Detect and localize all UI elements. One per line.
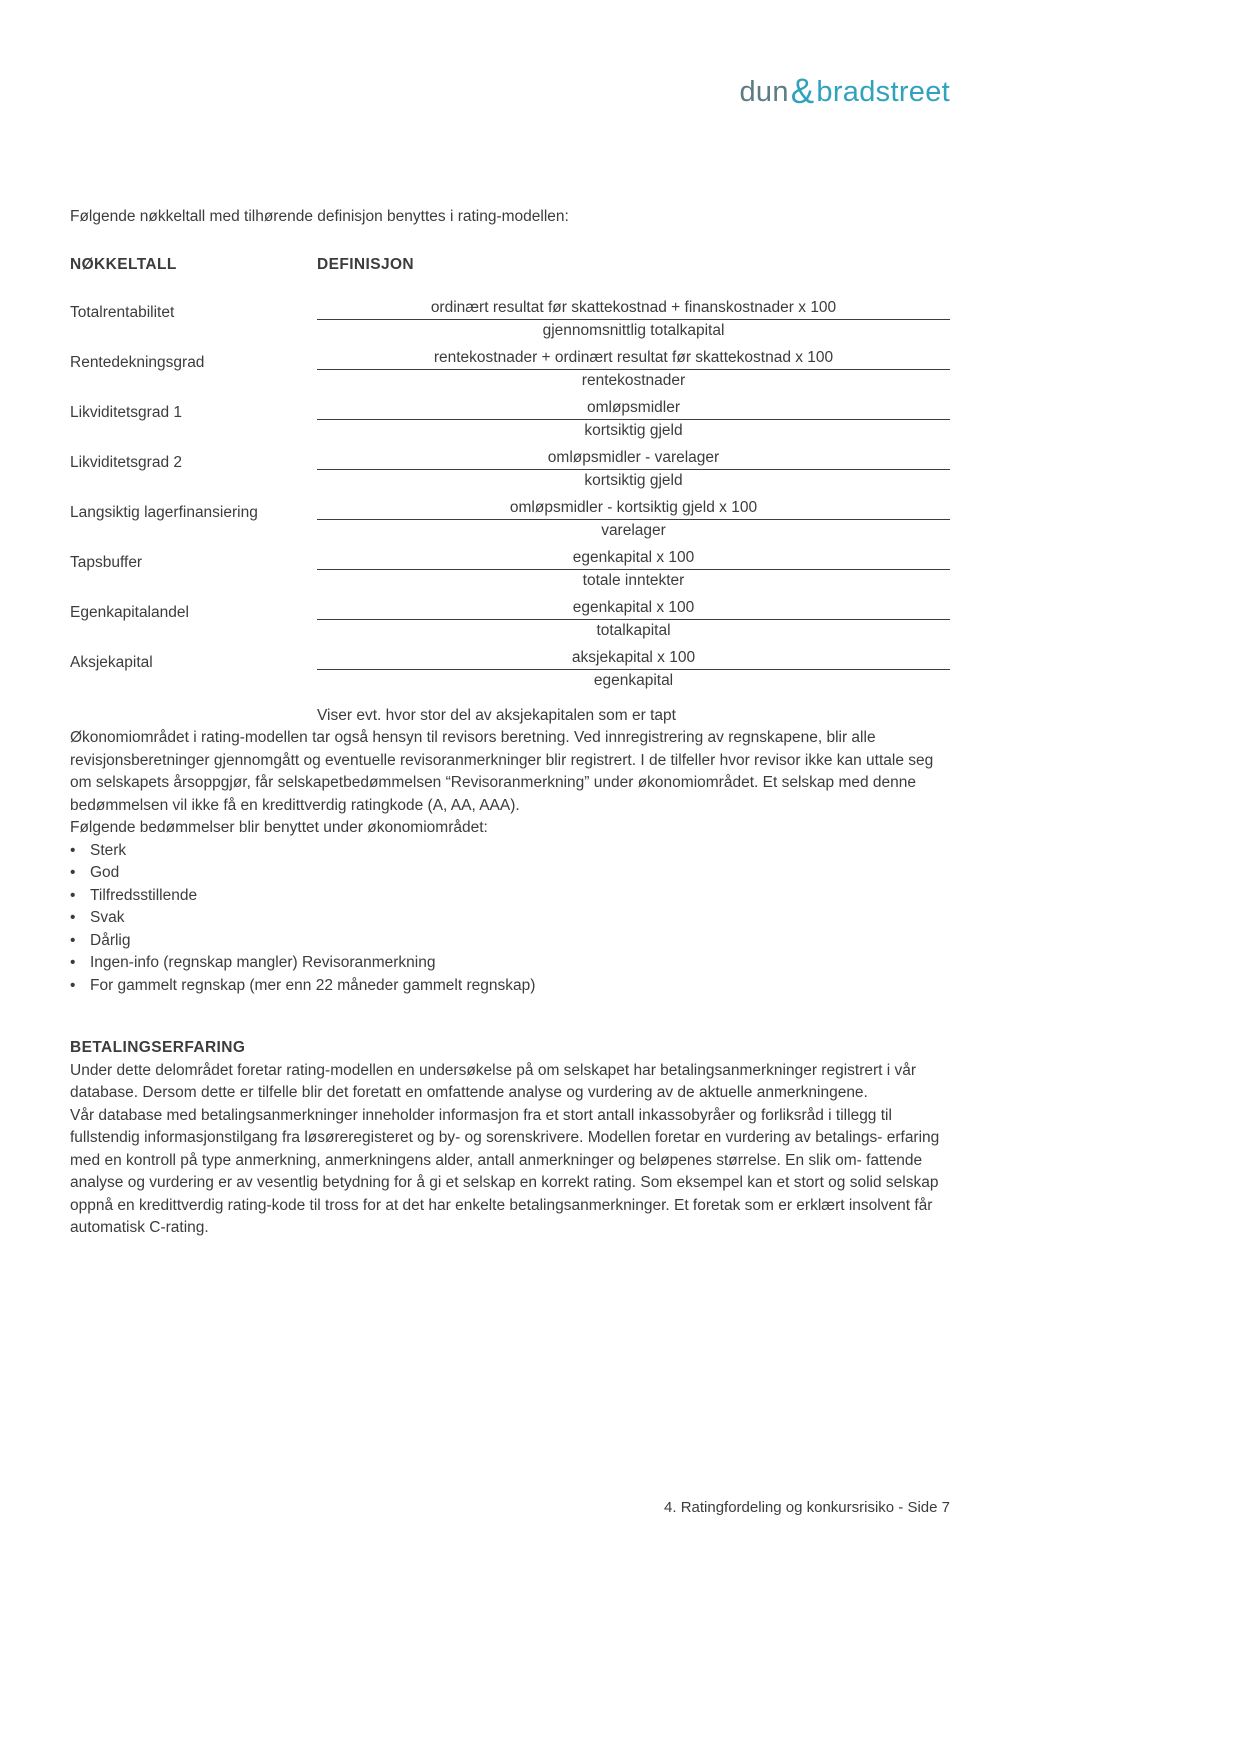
fraction-numerator: egenkapital x 100 <box>317 548 950 570</box>
fraction-denominator: totalkapital <box>596 622 671 639</box>
logo-text-dun: dun <box>739 76 789 108</box>
section-heading-betalingserfaring: BETALINGSERFARING <box>70 1039 246 1056</box>
list-item <box>70 975 950 998</box>
fraction-denominator: totale inntekter <box>582 572 685 589</box>
fraction-denominator: egenkapital <box>593 672 674 689</box>
table-row <box>70 598 950 641</box>
kpi-term: Tapsbuffer <box>70 554 143 571</box>
kpi-fraction <box>317 398 950 441</box>
kpi-term: Aksjekapital <box>70 654 153 671</box>
list-item <box>70 930 950 953</box>
fraction-numerator: rentekostnader + ordinært resultat før skattekostnad x 100 <box>317 348 950 370</box>
bullet-icon: • <box>70 841 76 859</box>
bullet-list-intro: Følgende bedømmelser blir benyttet under økonomiområdet: <box>70 819 488 836</box>
bullet-icon: • <box>70 976 76 994</box>
list-item-label: Ingen-info (regnskap mangler) Revisoranmerkning <box>90 954 436 971</box>
list-item-label: Tilfredsstillende <box>90 886 198 904</box>
kpi-table-header <box>70 256 950 274</box>
fraction-denominator: kortsiktig gjeld <box>584 472 683 489</box>
aksjekapital-note: Viser evt. hvor stor del av aksjekapitalen som er tapt <box>317 707 676 724</box>
list-item-label: Dårlig <box>90 931 131 949</box>
list-item <box>70 840 950 863</box>
table-row <box>70 498 950 541</box>
table-note-spacer <box>70 705 317 727</box>
kpi-fraction <box>317 298 950 341</box>
kpi-term: Langsiktig lagerfinansiering <box>70 504 258 521</box>
paragraph-okonomiomradet: Økonomiområdet i rating-modellen tar også hensyn til revisors beretning. Ved innregistrering av regnskapene, blir alle revisjonsberetninger gjennomgått og eventuelle revisoranmerkninger blir registrert. I de tilfeller hvor revisor ikke kan uttale seg om selskapets årsoppgjør, får selskapetbedømmelsen “Revisoranmerkning” under økonomiområdet. Et selskap med denne bedømmelsen vil ikke få en kredittverdig ratingkode (A, AA, AAA). <box>70 729 934 814</box>
fraction-numerator: omløpsmidler - kortsiktig gjeld x 100 <box>317 498 950 520</box>
list-item <box>70 952 950 975</box>
page-footer: 4. Ratingfordeling og konkursrisiko - Side 7 <box>664 1499 950 1516</box>
list-item-label: For gammelt regnskap (mer enn 22 måneder gammelt regnskap) <box>90 976 536 994</box>
fraction-numerator: omløpsmidler - varelager <box>317 448 950 470</box>
column-header-definisjon: DEFINISJON <box>317 256 415 273</box>
fraction-denominator: gjennomsnittlig totalkapital <box>542 322 725 339</box>
kpi-fraction <box>317 348 950 391</box>
kpi-table <box>70 256 950 727</box>
logo-ampersand-icon: & <box>790 72 815 111</box>
list-item-label: Sterk <box>90 841 127 859</box>
kpi-fraction <box>317 648 950 691</box>
page-content <box>70 206 950 1240</box>
paragraph-betalingserfaring-2: Vår database med betalingsanmerkninger inneholder informasjon fra et stort antall inkassobyråer og forliksråd i tillegg til fullstendig informasjonstilgang fra løsøreregisteret og by- og sorenskrivere. Modellen foretar en vurdering av betalings- erfaring med en kontroll på type anmerkning, anmerkningens alder, antall anmerkninger og beløpenes størrelse. En slik om- fattende analyse og vurdering er av vesentlig betydning for å gi et selskap en korrekt rating. Som eksempel kan et stort og solid selskap oppnå en kredittverdig rating-kode til tross for at det har enkelte betalingsanmerkninger. Et foretak som er erklært insolvent får automatisk C-rating. <box>70 1106 940 1236</box>
dun-bradstreet-logo <box>739 70 950 110</box>
logo-text-bradstreet: bradstreet <box>816 76 950 108</box>
kpi-term: Rentedekningsgrad <box>70 354 205 371</box>
bedommelser-bullet-list <box>70 840 950 998</box>
table-row <box>70 648 950 691</box>
kpi-fraction <box>317 548 950 591</box>
table-row <box>70 398 950 441</box>
bullet-icon: • <box>70 954 76 971</box>
bullet-icon: • <box>70 864 76 881</box>
kpi-term: Likviditetsgrad 2 <box>70 454 183 471</box>
table-row <box>70 548 950 591</box>
intro-text: Følgende nøkkeltall med tilhørende definisjon benyttes i rating-modellen: <box>70 208 569 225</box>
kpi-term: Likviditetsgrad 1 <box>70 404 183 421</box>
kpi-term: Totalrentabilitet <box>70 304 175 321</box>
fraction-numerator: aksjekapital x 100 <box>317 648 950 670</box>
kpi-fraction <box>317 598 950 641</box>
bullet-icon: • <box>70 909 76 926</box>
list-item-label: Svak <box>90 909 125 926</box>
fraction-numerator: omløpsmidler <box>317 398 950 420</box>
kpi-fraction <box>317 448 950 491</box>
table-row <box>70 298 950 341</box>
column-header-nokkeltall: NØKKELTALL <box>70 256 177 273</box>
fraction-denominator: rentekostnader <box>581 372 686 389</box>
fraction-numerator: ordinært resultat før skattekostnad + finanskostnader x 100 <box>317 298 950 320</box>
fraction-denominator: kortsiktig gjeld <box>584 422 683 439</box>
paragraph-betalingserfaring-1: Under dette delområdet foretar rating-modellen en undersøkelse på om selskapet har betalingsanmerkninger registrert i vår database. Dersom dette er tilfelle blir det foretatt en omfattende analyse og vurdering av de aktuelle anmerkningene. <box>70 1061 917 1101</box>
bullet-icon: • <box>70 886 76 904</box>
kpi-fraction <box>317 498 950 541</box>
list-item <box>70 907 950 930</box>
list-item <box>70 885 950 908</box>
list-item <box>70 862 950 885</box>
table-note-row <box>70 705 950 727</box>
bullet-icon: • <box>70 931 76 949</box>
table-row <box>70 348 950 391</box>
list-item-label: God <box>90 864 120 881</box>
kpi-term: Egenkapitalandel <box>70 604 189 621</box>
fraction-numerator: egenkapital x 100 <box>317 598 950 620</box>
fraction-denominator: varelager <box>601 522 666 539</box>
table-row <box>70 448 950 491</box>
